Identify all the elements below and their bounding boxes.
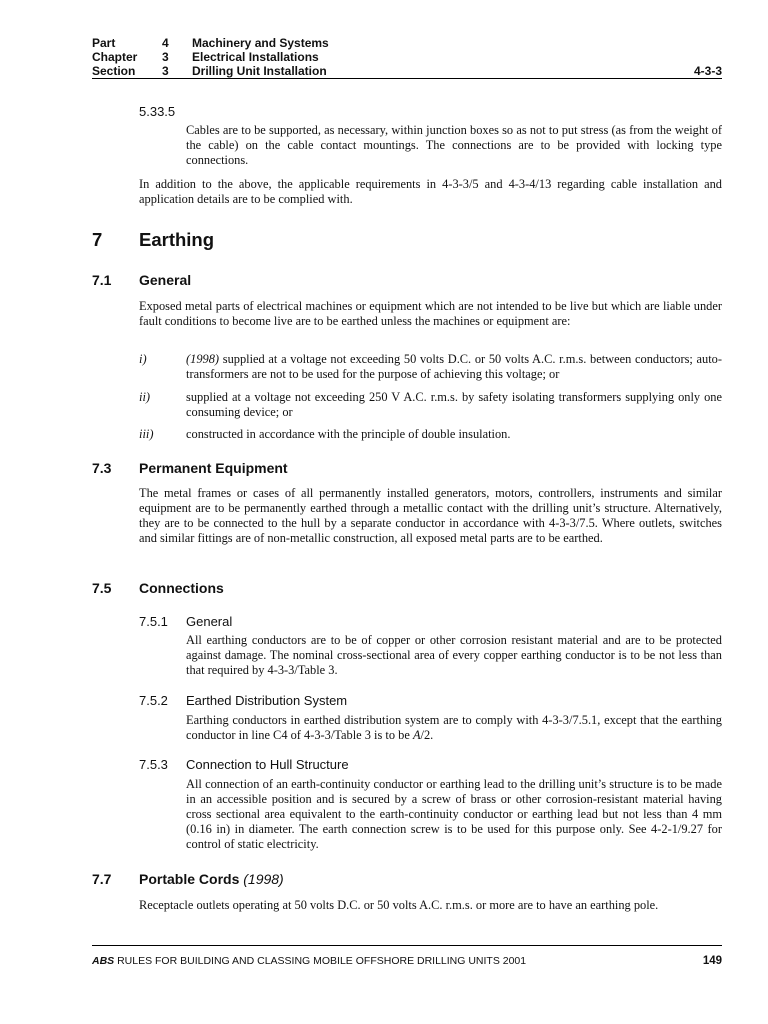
header-chapter-title: Electrical Installations bbox=[192, 50, 319, 64]
paragraph-7-5-2-end: /2. bbox=[420, 728, 434, 742]
section-title-portable-cords-note: (1998) bbox=[243, 871, 284, 887]
subsection-title-earthed-distribution: Earthed Distribution System bbox=[186, 693, 348, 708]
footer-title: RULES FOR BUILDING AND CLASSING MOBILE OFFSHORE DRILLING UNITS 2001 bbox=[117, 955, 527, 967]
section-title-permanent-equipment: Permanent Equipment bbox=[139, 460, 288, 476]
header-section-number: 3 bbox=[162, 64, 169, 78]
section-number-7-5: 7.5 bbox=[92, 580, 112, 596]
section-title-portable-cords-text: Portable Cords bbox=[139, 871, 240, 887]
header-chapter-label: Chapter bbox=[92, 50, 138, 64]
list-item-i-text: supplied at a voltage not exceeding 50 volts D.C. or 50 volts A.C. r.m.s. between conductors; auto-transformers are not to be used for the purpose of achieving this voltage; or bbox=[186, 352, 722, 381]
header-part-title: Machinery and Systems bbox=[192, 36, 329, 50]
header-chapter-number: 3 bbox=[162, 50, 169, 64]
list-item-i-note: (1998) bbox=[186, 352, 220, 366]
paragraph-7-1: Exposed metal parts of electrical machines or equipment which are not intended to be live but which are liable under fault conditions to become live are to be earthed unless the machines or equipment are: bbox=[139, 299, 722, 328]
subsection-title-general: General bbox=[186, 614, 233, 629]
subsection-number-7-5-3: 7.5.3 bbox=[139, 757, 168, 772]
header-section-label: Section bbox=[92, 64, 136, 78]
paragraph-addition: In addition to the above, the applicable requirements in 4-3-3/5 and 4-3-4/13 regarding cable installation and application details are to be complied with. bbox=[139, 177, 722, 206]
list-marker-i: i) bbox=[139, 352, 147, 366]
page-footer bbox=[92, 955, 526, 967]
paragraph-7-5-3: All connection of an earth-continuity conductor or earthing lead to the drilling unit’s structure is to be made in an accessible position and is secured by a screw of brass or other corrosion-resistant material having cross sectional area equivalent to the earth-continuity conductor or earthing lead but not less than 4 mm (0.16 in) in diameter. The earth connection screw is to be used for this purpose only. See 4-2-1/9.27 for control of static electricity. bbox=[186, 777, 722, 851]
section-title-portable-cords bbox=[139, 871, 284, 887]
section-title-general: General bbox=[139, 272, 192, 288]
section-number-7-7: 7.7 bbox=[92, 871, 112, 887]
paragraph-7-3: The metal frames or cases of all permanently installed generators, motors, controllers, instruments and similar equipment are to be permanently earthed through a metallic contact with the drilling unit’s structure. Alternatively, they are to be connected to the hull by a separate conductor in accordance with 4-3-3/7.5. Where outlets, switches and similar fittings are of non-metallic construction, all exposed metal parts are to be earthed. bbox=[139, 486, 722, 545]
section-title-earthing: Earthing bbox=[139, 229, 215, 250]
page-number: 149 bbox=[702, 955, 722, 967]
subsection-number-7-5-2: 7.5.2 bbox=[139, 693, 168, 708]
list-item-iii: constructed in accordance with the principle of double insulation. bbox=[186, 427, 511, 441]
list-item-i bbox=[186, 352, 722, 382]
header-part-label: Part bbox=[92, 36, 116, 50]
header-divider bbox=[92, 78, 722, 79]
list-item-ii: supplied at a voltage not exceeding 250 V A.C. r.m.s. by safety isolating transformers supplying only one consuming device; or bbox=[186, 390, 722, 419]
footer-divider bbox=[92, 945, 722, 946]
list-marker-iii: iii) bbox=[139, 427, 154, 441]
section-number-7-1: 7.1 bbox=[92, 272, 112, 288]
paragraph-7-5-2-text: Earthing conductors in earthed distribution system are to comply with 4-3-3/7.5.1, except that the earthing conductor in line C4 of 4-3-3/Table 3 is to be bbox=[186, 713, 722, 742]
subsection-number-5-33-5: 5.33.5 bbox=[139, 104, 176, 119]
paragraph-7-7: Receptacle outlets operating at 50 volts D.C. or 50 volts A.C. r.m.s. or more are to have an earthing pole. bbox=[139, 898, 659, 912]
section-number-7: 7 bbox=[92, 229, 103, 250]
header-part-number: 4 bbox=[162, 36, 169, 50]
abs-logo: ABS bbox=[92, 955, 115, 967]
list-marker-ii: ii) bbox=[139, 390, 151, 404]
subsection-number-7-5-1: 7.5.1 bbox=[139, 614, 168, 629]
paragraph-5-33-5: Cables are to be supported, as necessary, within junction boxes so as not to put stress (as from the weight of the cable) on the cable contact mountings. The connections are to be provided with locking type connections. bbox=[186, 123, 722, 167]
section-number-7-3: 7.3 bbox=[92, 460, 112, 476]
paragraph-7-5-1: All earthing conductors are to be of copper or other corrosion resistant material and are to be protected against damage. The nominal cross-sectional area of every copper earthing conductor is to be not less than that required by 4-3-3/Table 3. bbox=[186, 633, 722, 677]
section-title-connections: Connections bbox=[139, 580, 224, 596]
paragraph-7-5-2 bbox=[186, 713, 722, 743]
header-section-title: Drilling Unit Installation bbox=[192, 64, 327, 78]
header-section-ref: 4-3-3 bbox=[693, 64, 722, 78]
subsection-title-connection-hull: Connection to Hull Structure bbox=[186, 757, 349, 772]
paragraph-7-5-2-var: A bbox=[412, 728, 421, 742]
